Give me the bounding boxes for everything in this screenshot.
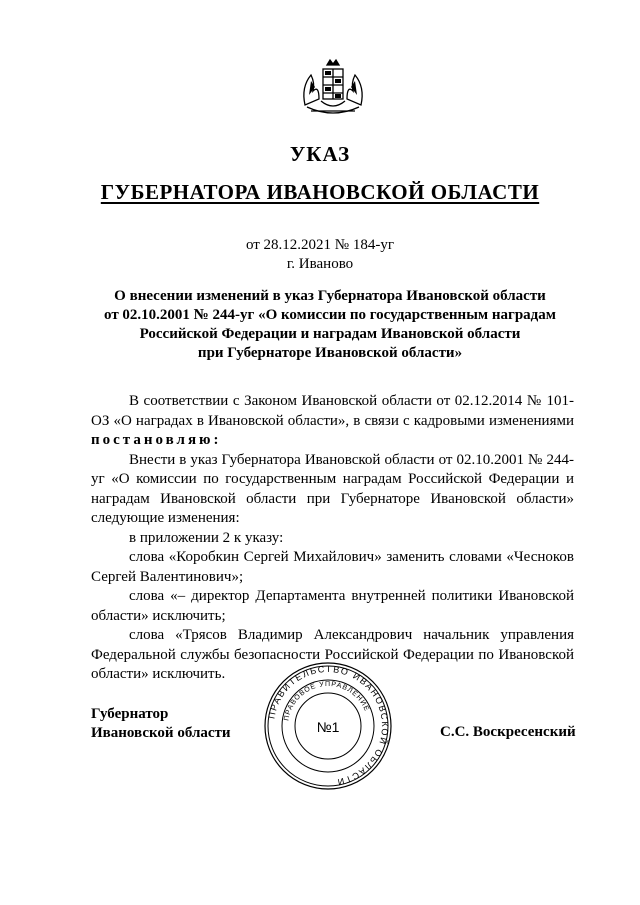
document-issuer: ГУБЕРНАТОРА ИВАНОВСКОЙ ОБЛАСТИ	[100, 180, 540, 204]
body-paragraph: слова «– директор Департамента внутренней политики Ивановской области» исключить;	[91, 588, 574, 624]
subject-line: Российской Федерации и наградам Ивановской области	[139, 326, 521, 342]
coat-of-arms-emblem	[297, 57, 369, 119]
signatory-position	[91, 705, 231, 743]
official-stamp	[262, 660, 394, 792]
body-paragraph: В соответствии с Законом Ивановской области от 02.12.2014 № 101-ОЗ «О наградах в Ивановской области», в связи с кадровыми изменениями постановляю:	[91, 393, 574, 448]
subject-line: О внесении изменений в указ Губернатора Ивановской области	[114, 288, 546, 304]
body-paragraph: Внести в указ Губернатора Ивановской области от 02.10.2001 № 244-уг «О комиссии по государственным наградам Российской Федерации и наградам Ивановской области при Губернаторе Ивановской области» следующие изменения:	[91, 451, 574, 526]
position-line: Губернатор	[91, 706, 169, 722]
stamp-inner-text: ПРАВОВОЕ УПРАВЛЕНИЕ	[283, 680, 371, 722]
body-paragraph: слова «Трясов Владимир Александрович начальник управления Федеральной службы безопасности Российской Федерации по Ивановской области» исключить.	[91, 627, 574, 682]
signatory-name: С.С. Воскресенский	[440, 724, 576, 740]
position-line: Ивановской области	[91, 725, 231, 741]
stamp-outer-text: ПРАВИТЕЛЬСТВО ИВАНОВСКОЙ ОБЛАСТИ	[266, 663, 391, 788]
stamp-number: №1	[316, 719, 340, 735]
subject-line: от 02.10.2001 № 244-уг «О комиссии по государственным наградам	[104, 307, 556, 323]
decree-keyword: постановляю:	[91, 432, 222, 448]
body-paragraph: в приложении 2 к указу:	[129, 529, 284, 546]
decree-subject	[95, 287, 565, 363]
decree-body	[91, 392, 574, 685]
document-title: УКАЗ	[289, 142, 351, 166]
body-paragraph: слова «Коробкин Сергей Михайлович» заменить словами «Чесноков Сергей Валентинович»;	[91, 549, 574, 585]
decree-city: г. Иваново	[286, 256, 354, 272]
decree-date-number: от 28.12.2021 № 184-уг	[245, 237, 395, 253]
subject-line: при Губернаторе Ивановской области»	[197, 345, 463, 361]
